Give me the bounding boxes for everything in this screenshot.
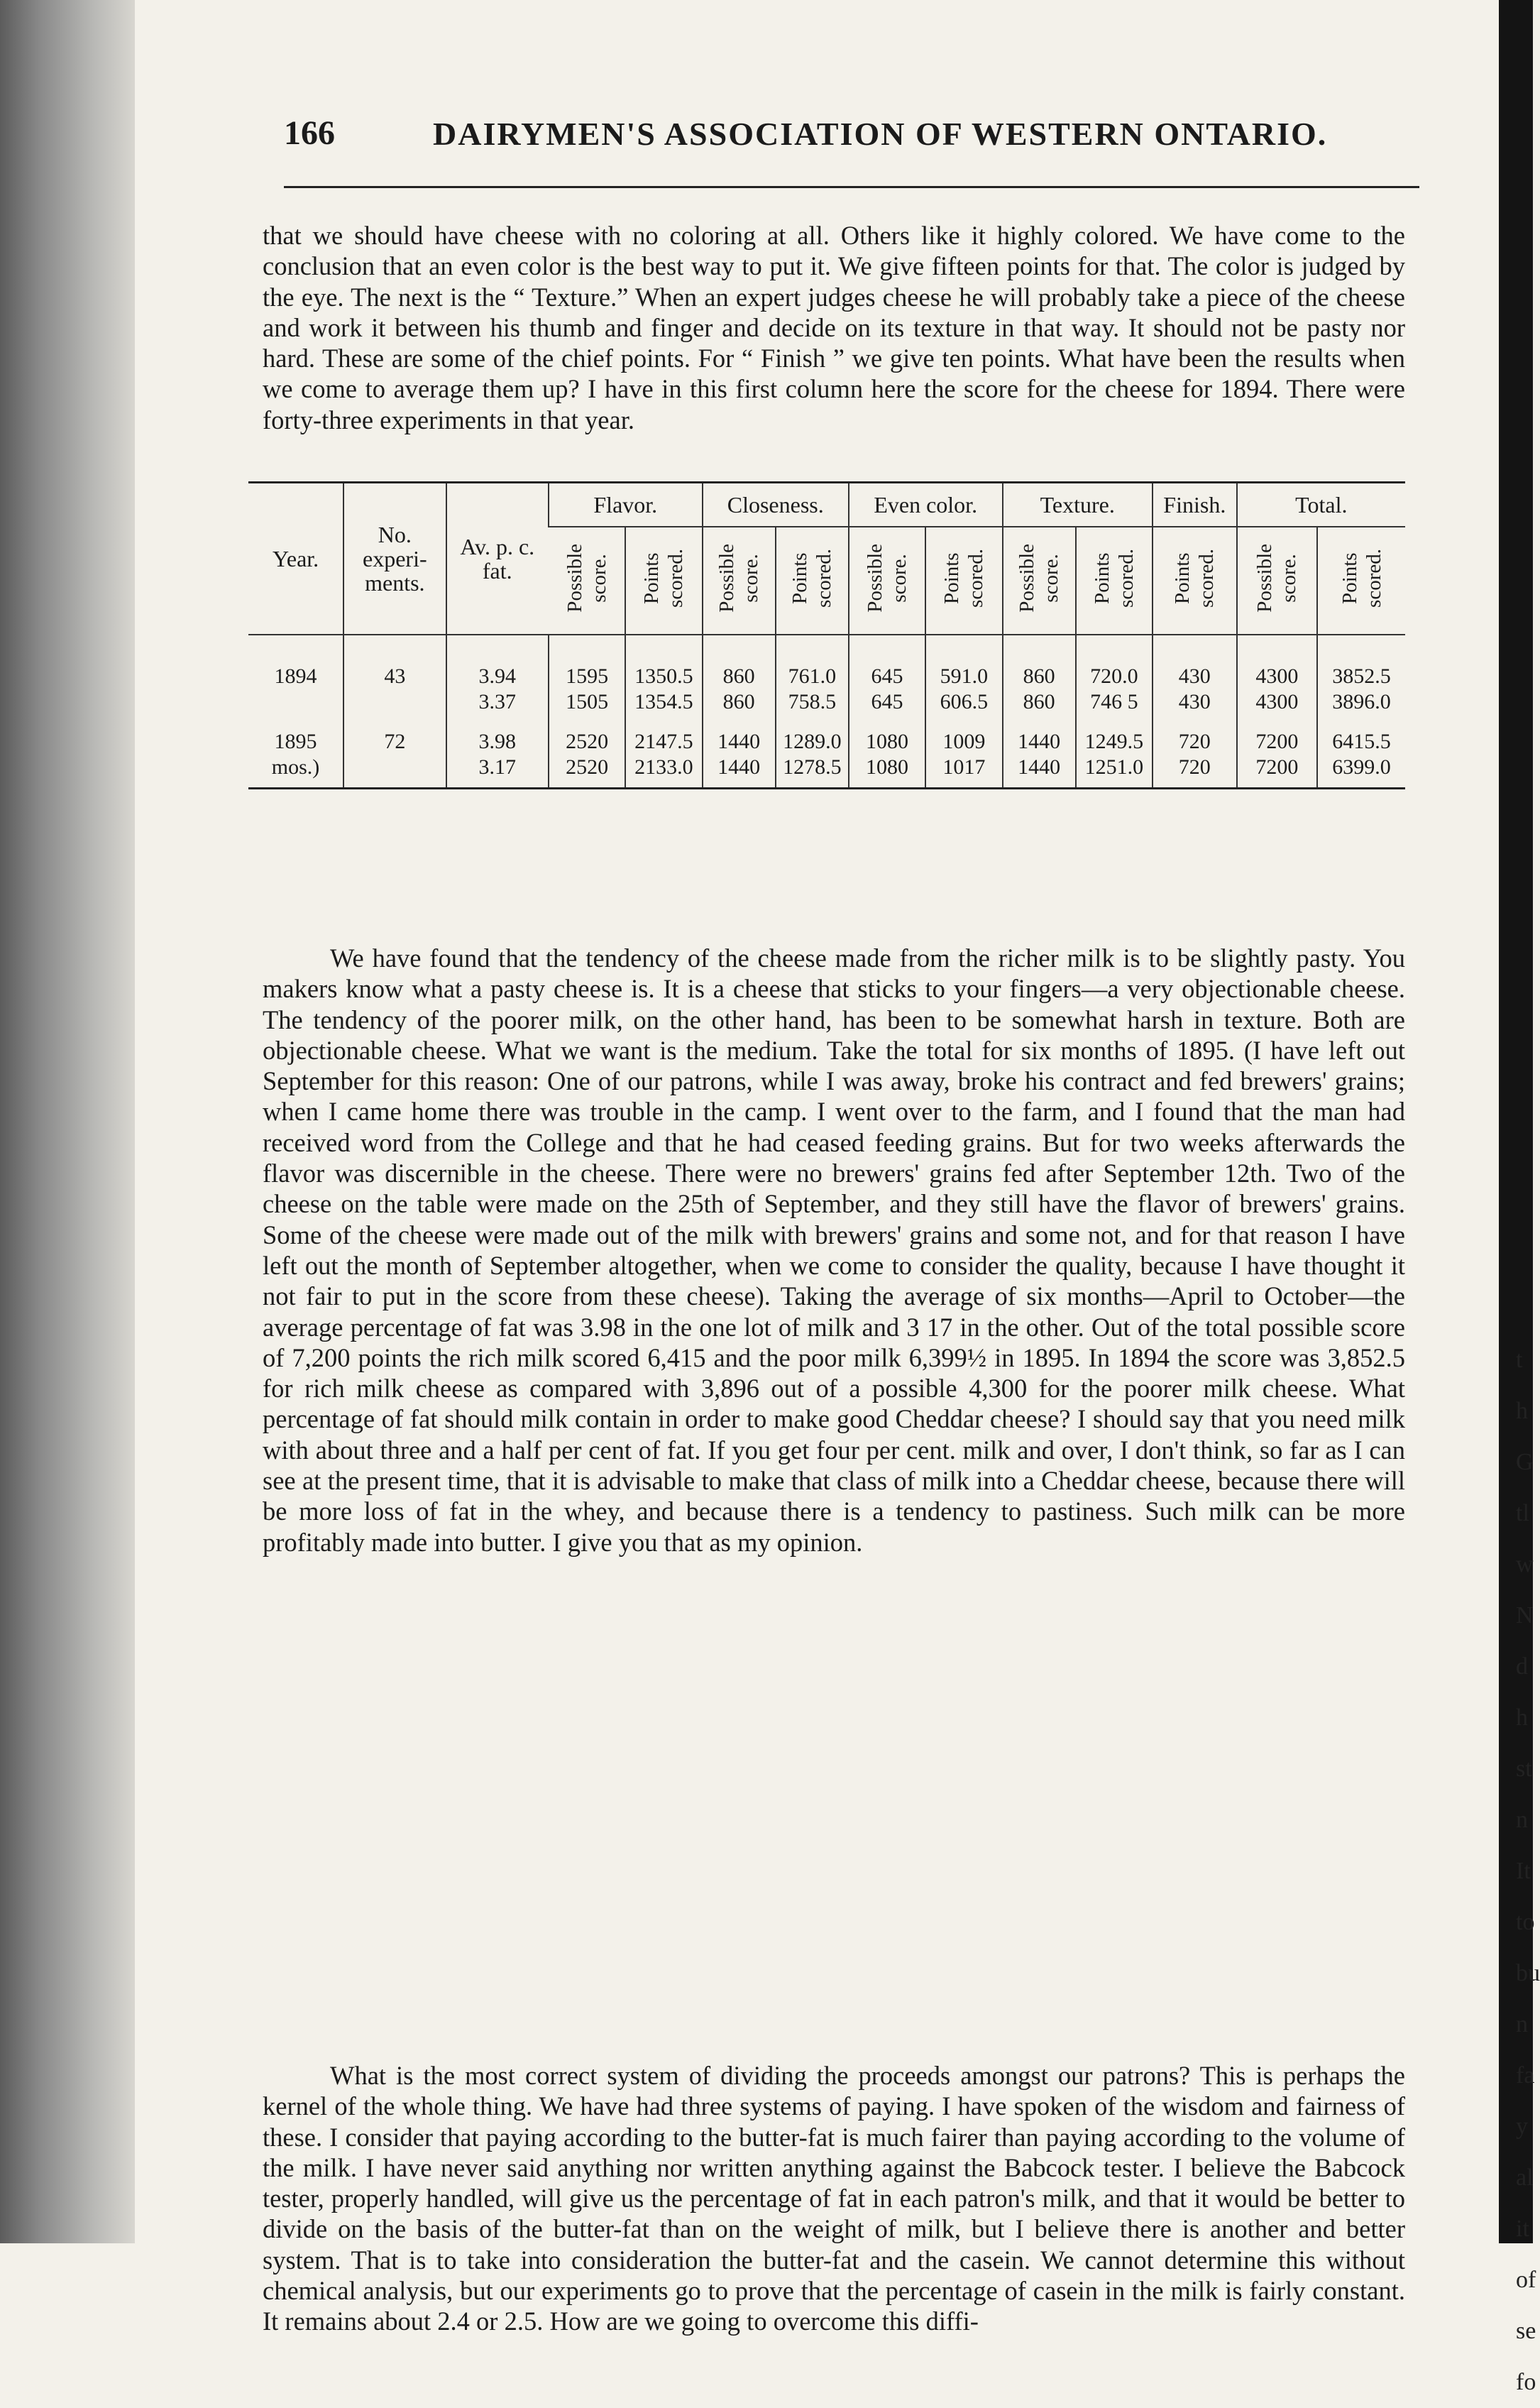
- cell-flavor-possible: 2520 2520: [549, 722, 625, 789]
- cell-experiments: 43: [343, 635, 446, 722]
- sub-closeness-scored: Points scored.: [776, 527, 849, 635]
- cell-flavor-scored: 2147.5 2133.0: [625, 722, 702, 789]
- score-table: [248, 481, 1405, 789]
- next-page-fragment: fa: [1516, 2062, 1535, 2089]
- next-page-fragment: fo: [1516, 2369, 1536, 2395]
- table-row: [248, 722, 1405, 789]
- sub-finish-scored: Points scored.: [1153, 527, 1237, 635]
- cell-finish-scored: 430 430: [1153, 635, 1237, 722]
- paragraph-2: We have found that the tendency of the cheese made from the richer milk is to be slightly pasty. You makers know what a pasty cheese is. It is a cheese that sticks to your fingers—a very objectionable cheese. The tendency of the poorer milk, on the other hand, has been to be somewhat harsh in texture. Both are objectionable cheese. What we want is the medium. Take the total for six months of 1895. (I have left out September for this reason: One of our patrons, while I was away, broke his contract and fed brewers' grains; when I came home there was trouble in the camp. I went over to the farm, and I found that the man had received word from the College and that he had ceased feeding grains. But for two weeks afterwards the flavor was discernible in the cheese. There were no brewers' grains fed after September 12th. Two of the cheese on the table were made on the 25th of September, and they still have the flavor of brewers' grains. Some of the cheese were made out of the milk with brewers' grains and some not, and for that reason I have left out the month of September altogether, when we come to consider the quality, because I have thought it not fair to put in the score from these cheese). Taking the average of six months—April to October—the average percentage of fat was 3.98 in the one lot of milk and 3 17 in the other. Out of the total possible score of 7,200 points the rich milk scored 6,415 and the poor milk 6,399½ in 1895. In 1894 the score was 3,852.5 for rich milk cheese as compared with 3,896 out of a possible 4,300 for the poorer milk cheese. What percentage of fat should milk contain in order to make good Cheddar cheese? I should say that you need milk with about three and a half per cent of fat. If you get four per cent. milk and over, I don't think, so far as I can see at the present time, that it is advisable to make that class of milk into a Cheddar cheese, because there will be more loss of fat in the whey, and because there is a tendency to pastiness. Such milk can be more profitably made into butter. I give you that as my opinion.: [263, 943, 1405, 1557]
- cell-closeness-scored: 761.0 758.5: [776, 635, 849, 722]
- cell-finish-scored: 720 720: [1153, 722, 1237, 789]
- cell-year: 1895 mos.): [271, 730, 320, 779]
- next-page-fragment: bu: [1516, 1960, 1540, 1986]
- cell-texture-possible: 860 860: [1003, 635, 1076, 722]
- next-page-fragment: w: [1516, 1551, 1534, 1577]
- cell-closeness-scored: 1289.0 1278.5: [776, 722, 849, 789]
- next-page-fragment: G: [1516, 1449, 1534, 1475]
- page: [234, 106, 1434, 2336]
- cell-total-scored: 3852.5 3896.0: [1317, 635, 1405, 722]
- cell-closeness-possible: 1440 1440: [703, 722, 776, 789]
- group-closeness: Closeness.: [703, 483, 849, 527]
- next-page-fragment: n: [1516, 2011, 1528, 2037]
- sub-color-scored: Points scored.: [925, 527, 1002, 635]
- sub-flavor-scored: Points scored.: [625, 527, 702, 635]
- cell-year: 1894: [274, 664, 317, 688]
- cell-total-possible: 7200 7200: [1237, 722, 1317, 789]
- paragraph-3: What is the most correct system of dividing the proceeds amongst our patrons? This is perhaps the kernel of the whole thing. We have had three systems of paying. I have spoken of the wisdom and fairness of these. I consider that paying according to the butter-fat is much fairer than paying according to the volume of the milk. I have never said anything nor written anything against the Babcock tester. I believe the Babcock tester, properly handled, will give us the percentage of fat in each patron's milk, and that it would be better to divide on the basis of the butter-fat than on the weight of milk, but I believe there is another and better system. That is to take into consideration the butter-fat and the casein. We cannot determine this without chemical analysis, but our experiments go to prove that the percentage of casein in the milk is fairly constant. It remains about 2.4 or 2.5. How are we going to overcome this diffi-: [263, 2061, 1405, 2336]
- next-page-fragment: to: [1516, 1909, 1535, 1935]
- sub-total-possible: Possible score.: [1237, 527, 1317, 635]
- cell-fat: 3.98 3.17: [446, 722, 549, 789]
- next-page-fragment: h: [1516, 1398, 1528, 1424]
- next-page-fragment: se: [1516, 2318, 1536, 2344]
- page-number: 166: [284, 114, 335, 152]
- cell-texture-possible: 1440 1440: [1003, 722, 1076, 789]
- next-page-fragment: h: [1516, 1704, 1528, 1731]
- paragraph-1: that we should have cheese with no coloring at all. Others like it highly colored. We have come to the conclusion that an even color is the best way to put it. We give fifteen points for that. The color is judged by the eye. The next is the “ Texture.” When an expert judges cheese he will probably take a piece of the cheese and work it between his thumb and finger and decide on its texture in that way. It should not be pasty nor hard. These are some of the chief points. For “ Finish ” we give ten points. What have been the results when we come to average them up? I have in this first column here the score for the cheese for 1894. There were forty-three experiments in that year.: [263, 221, 1405, 434]
- running-header: [234, 106, 1434, 163]
- cell-color-possible: 645 645: [849, 635, 925, 722]
- group-even-color: Even color.: [849, 483, 1003, 527]
- next-page-fragment: tl: [1516, 1500, 1529, 1526]
- group-texture: Texture.: [1003, 483, 1153, 527]
- next-page-fragment: t: [1516, 1347, 1523, 1373]
- table-group-header: [248, 483, 1405, 527]
- cell-total-scored: 6415.5 6399.0: [1317, 722, 1405, 789]
- cell-experiments: 72: [343, 722, 446, 789]
- col-year: Year.: [248, 483, 343, 635]
- sub-total-scored: Points scored.: [1317, 527, 1405, 635]
- cell-flavor-scored: 1350.5 1354.5: [625, 635, 702, 722]
- cell-color-possible: 1080 1080: [849, 722, 925, 789]
- sub-texture-possible: Possible score.: [1003, 527, 1076, 635]
- next-page-fragment: It: [1516, 1858, 1531, 1884]
- next-page-fragment: y: [1516, 2113, 1528, 2140]
- cell-texture-scored: 1249.5 1251.0: [1076, 722, 1153, 789]
- book-binding-edge: [0, 0, 135, 2243]
- next-page-fragment: of: [1516, 2267, 1536, 2293]
- group-flavor: Flavor.: [549, 483, 703, 527]
- next-page-fragment: N: [1516, 1602, 1534, 1629]
- next-page-fragment: st: [1516, 1756, 1532, 1782]
- sub-texture-scored: Points scored.: [1076, 527, 1153, 635]
- next-page-fragment: it: [1516, 2216, 1529, 2242]
- cell-closeness-possible: 860 860: [703, 635, 776, 722]
- sub-flavor-possible: Possible score.: [549, 527, 625, 635]
- sub-closeness-possible: Possible score.: [703, 527, 776, 635]
- next-page-fragment: d: [1516, 1653, 1528, 1680]
- group-total: Total.: [1237, 483, 1405, 527]
- table-row: [248, 635, 1405, 722]
- cell-color-scored: 591.0 606.5: [925, 635, 1002, 722]
- running-title: DAIRYMEN'S ASSOCIATION OF WESTERN ONTARIO.: [433, 116, 1328, 152]
- col-fat: Av. p. c. fat.: [446, 483, 549, 635]
- cell-total-possible: 4300 4300: [1237, 635, 1317, 722]
- col-experiments: No. experi- ments.: [343, 483, 446, 635]
- group-finish: Finish.: [1153, 483, 1237, 527]
- cell-color-scored: 1009 1017: [925, 722, 1002, 789]
- cell-texture-scored: 720.0 746 5: [1076, 635, 1153, 722]
- cell-flavor-possible: 1595 1505: [549, 635, 625, 722]
- sub-color-possible: Possible score.: [849, 527, 925, 635]
- header-rule: [284, 186, 1419, 188]
- next-page-fragments: [1516, 1335, 1540, 2395]
- next-page-fragment: al: [1516, 2165, 1534, 2191]
- next-page-fragment: n: [1516, 1807, 1528, 1833]
- cell-fat: 3.94 3.37: [446, 635, 549, 722]
